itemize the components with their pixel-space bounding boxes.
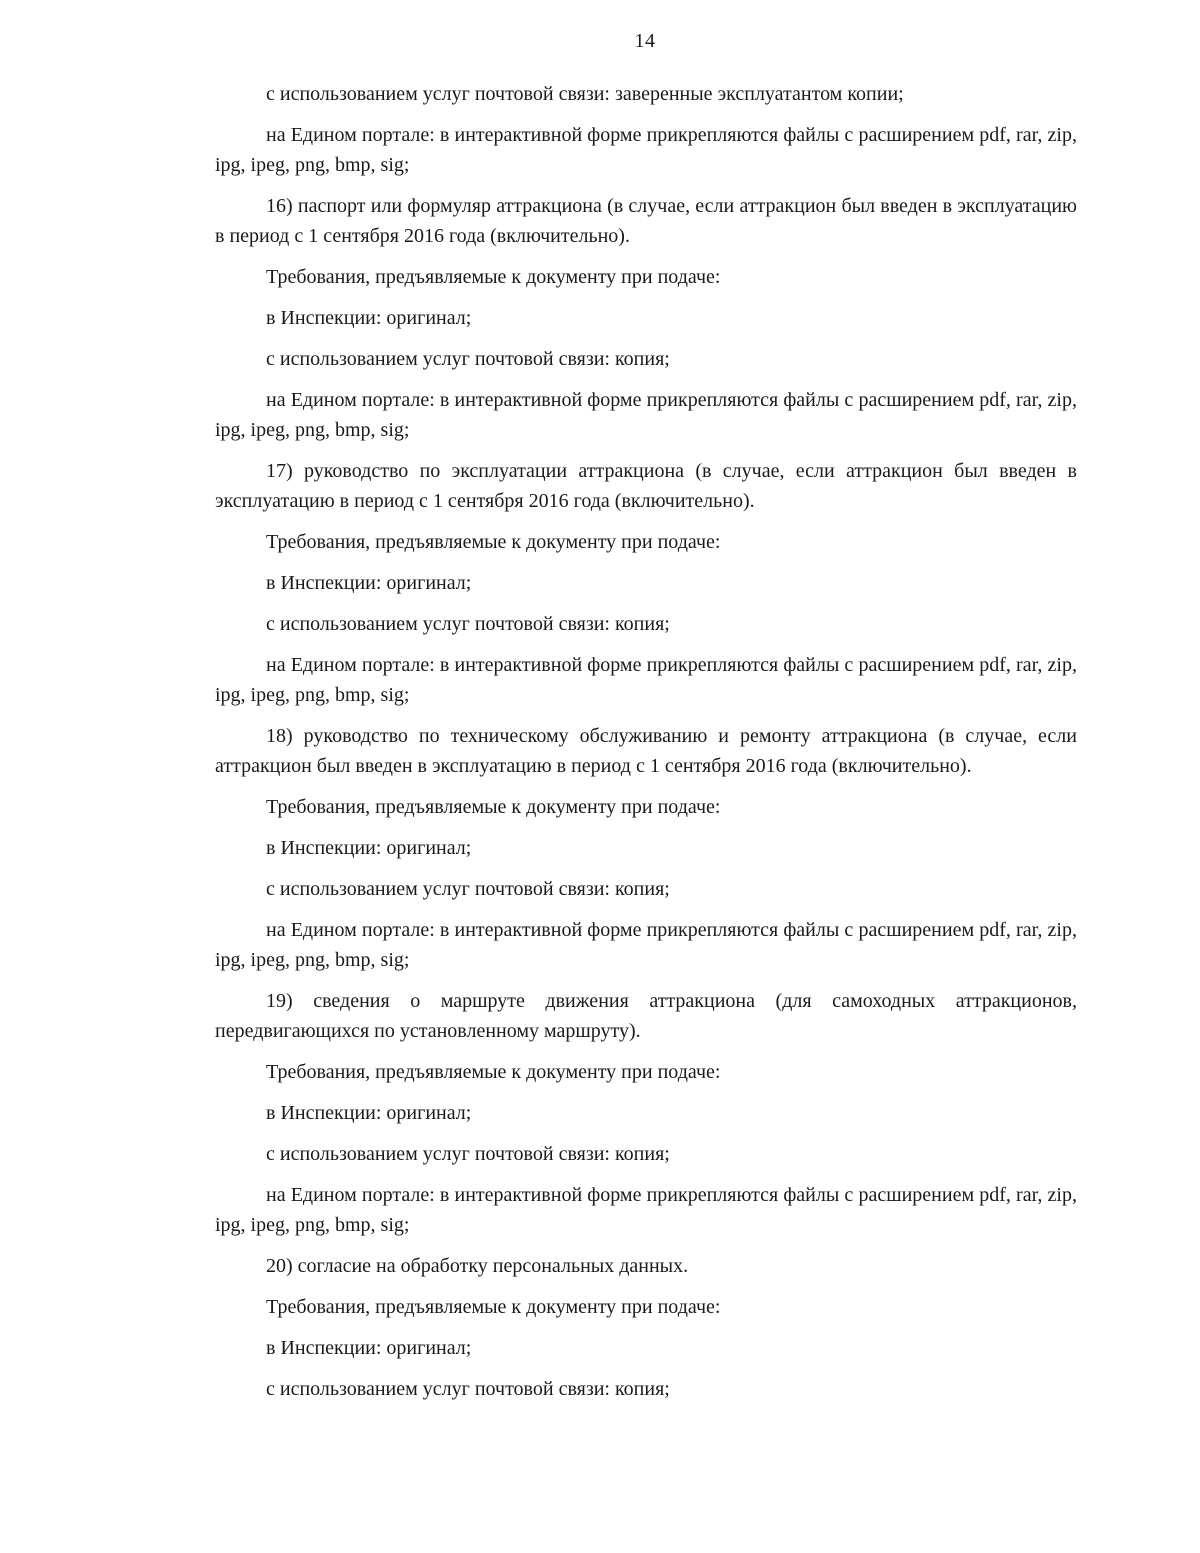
paragraph: с использованием услуг почтовой связи: заверенные эксплуатантом копии; (266, 83, 904, 105)
paragraph: в Инспекции: оригинал; (266, 1102, 472, 1124)
document-body (215, 79, 1077, 1415)
list-item-18: 18) руководство по техническому обслуживанию и ремонту аттракциона (в случае, если аттракцион был введен в эксплуатацию в период с 1 сентября 2016 года (включительно). (215, 725, 1077, 777)
list-item-19: 19) сведения о маршруте движения аттракциона (для самоходных аттракционов, передвигающихся по установленному маршруту). (215, 990, 1077, 1042)
paragraph: в Инспекции: оригинал; (266, 1337, 472, 1359)
paragraph: на Едином портале: в интерактивной форме прикрепляются файлы с расширением pdf, rar, zip, ipg, ipeg, png, bmp, sig; (215, 1184, 1077, 1236)
paragraph: Требования, предъявляемые к документу при подаче: (266, 266, 721, 288)
list-item-20: 20) согласие на обработку персональных данных. (266, 1255, 689, 1277)
paragraph: с использованием услуг почтовой связи: копия; (266, 1378, 670, 1400)
paragraph: с использованием услуг почтовой связи: копия; (266, 613, 670, 635)
page-number: 14 (634, 30, 656, 52)
paragraph: Требования, предъявляемые к документу при подаче: (266, 1296, 721, 1318)
paragraph: Требования, предъявляемые к документу при подаче: (266, 796, 721, 818)
paragraph: на Едином портале: в интерактивной форме прикрепляются файлы с расширением pdf, rar, zip, ipg, ipeg, png, bmp, sig; (215, 654, 1077, 706)
paragraph: в Инспекции: оригинал; (266, 307, 472, 329)
paragraph: на Едином портале: в интерактивной форме прикрепляются файлы с расширением pdf, rar, zip, ipg, ipeg, png, bmp, sig; (215, 919, 1077, 971)
paragraph: на Едином портале: в интерактивной форме прикрепляются файлы с расширением pdf, rar, zip, ipg, ipeg, png, bmp, sig; (215, 389, 1077, 441)
paragraph: с использованием услуг почтовой связи: копия; (266, 1143, 670, 1165)
paragraph: Требования, предъявляемые к документу при подаче: (266, 1061, 721, 1083)
paragraph: в Инспекции: оригинал; (266, 837, 472, 859)
paragraph: с использованием услуг почтовой связи: копия; (266, 878, 670, 900)
paragraph: в Инспекции: оригинал; (266, 572, 472, 594)
list-item-17: 17) руководство по эксплуатации аттракциона (в случае, если аттракцион был введен в эксплуатацию в период с 1 сентября 2016 года (включительно). (215, 460, 1077, 512)
paragraph: Требования, предъявляемые к документу при подаче: (266, 531, 721, 553)
paragraph: с использованием услуг почтовой связи: копия; (266, 348, 670, 370)
list-item-16: 16) паспорт или формуляр аттракциона (в случае, если аттракцион был введен в эксплуатацию в период с 1 сентября 2016 года (включительно). (215, 195, 1077, 247)
paragraph: на Едином портале: в интерактивной форме прикрепляются файлы с расширением pdf, rar, zip, ipg, ipeg, png, bmp, sig; (215, 124, 1077, 176)
